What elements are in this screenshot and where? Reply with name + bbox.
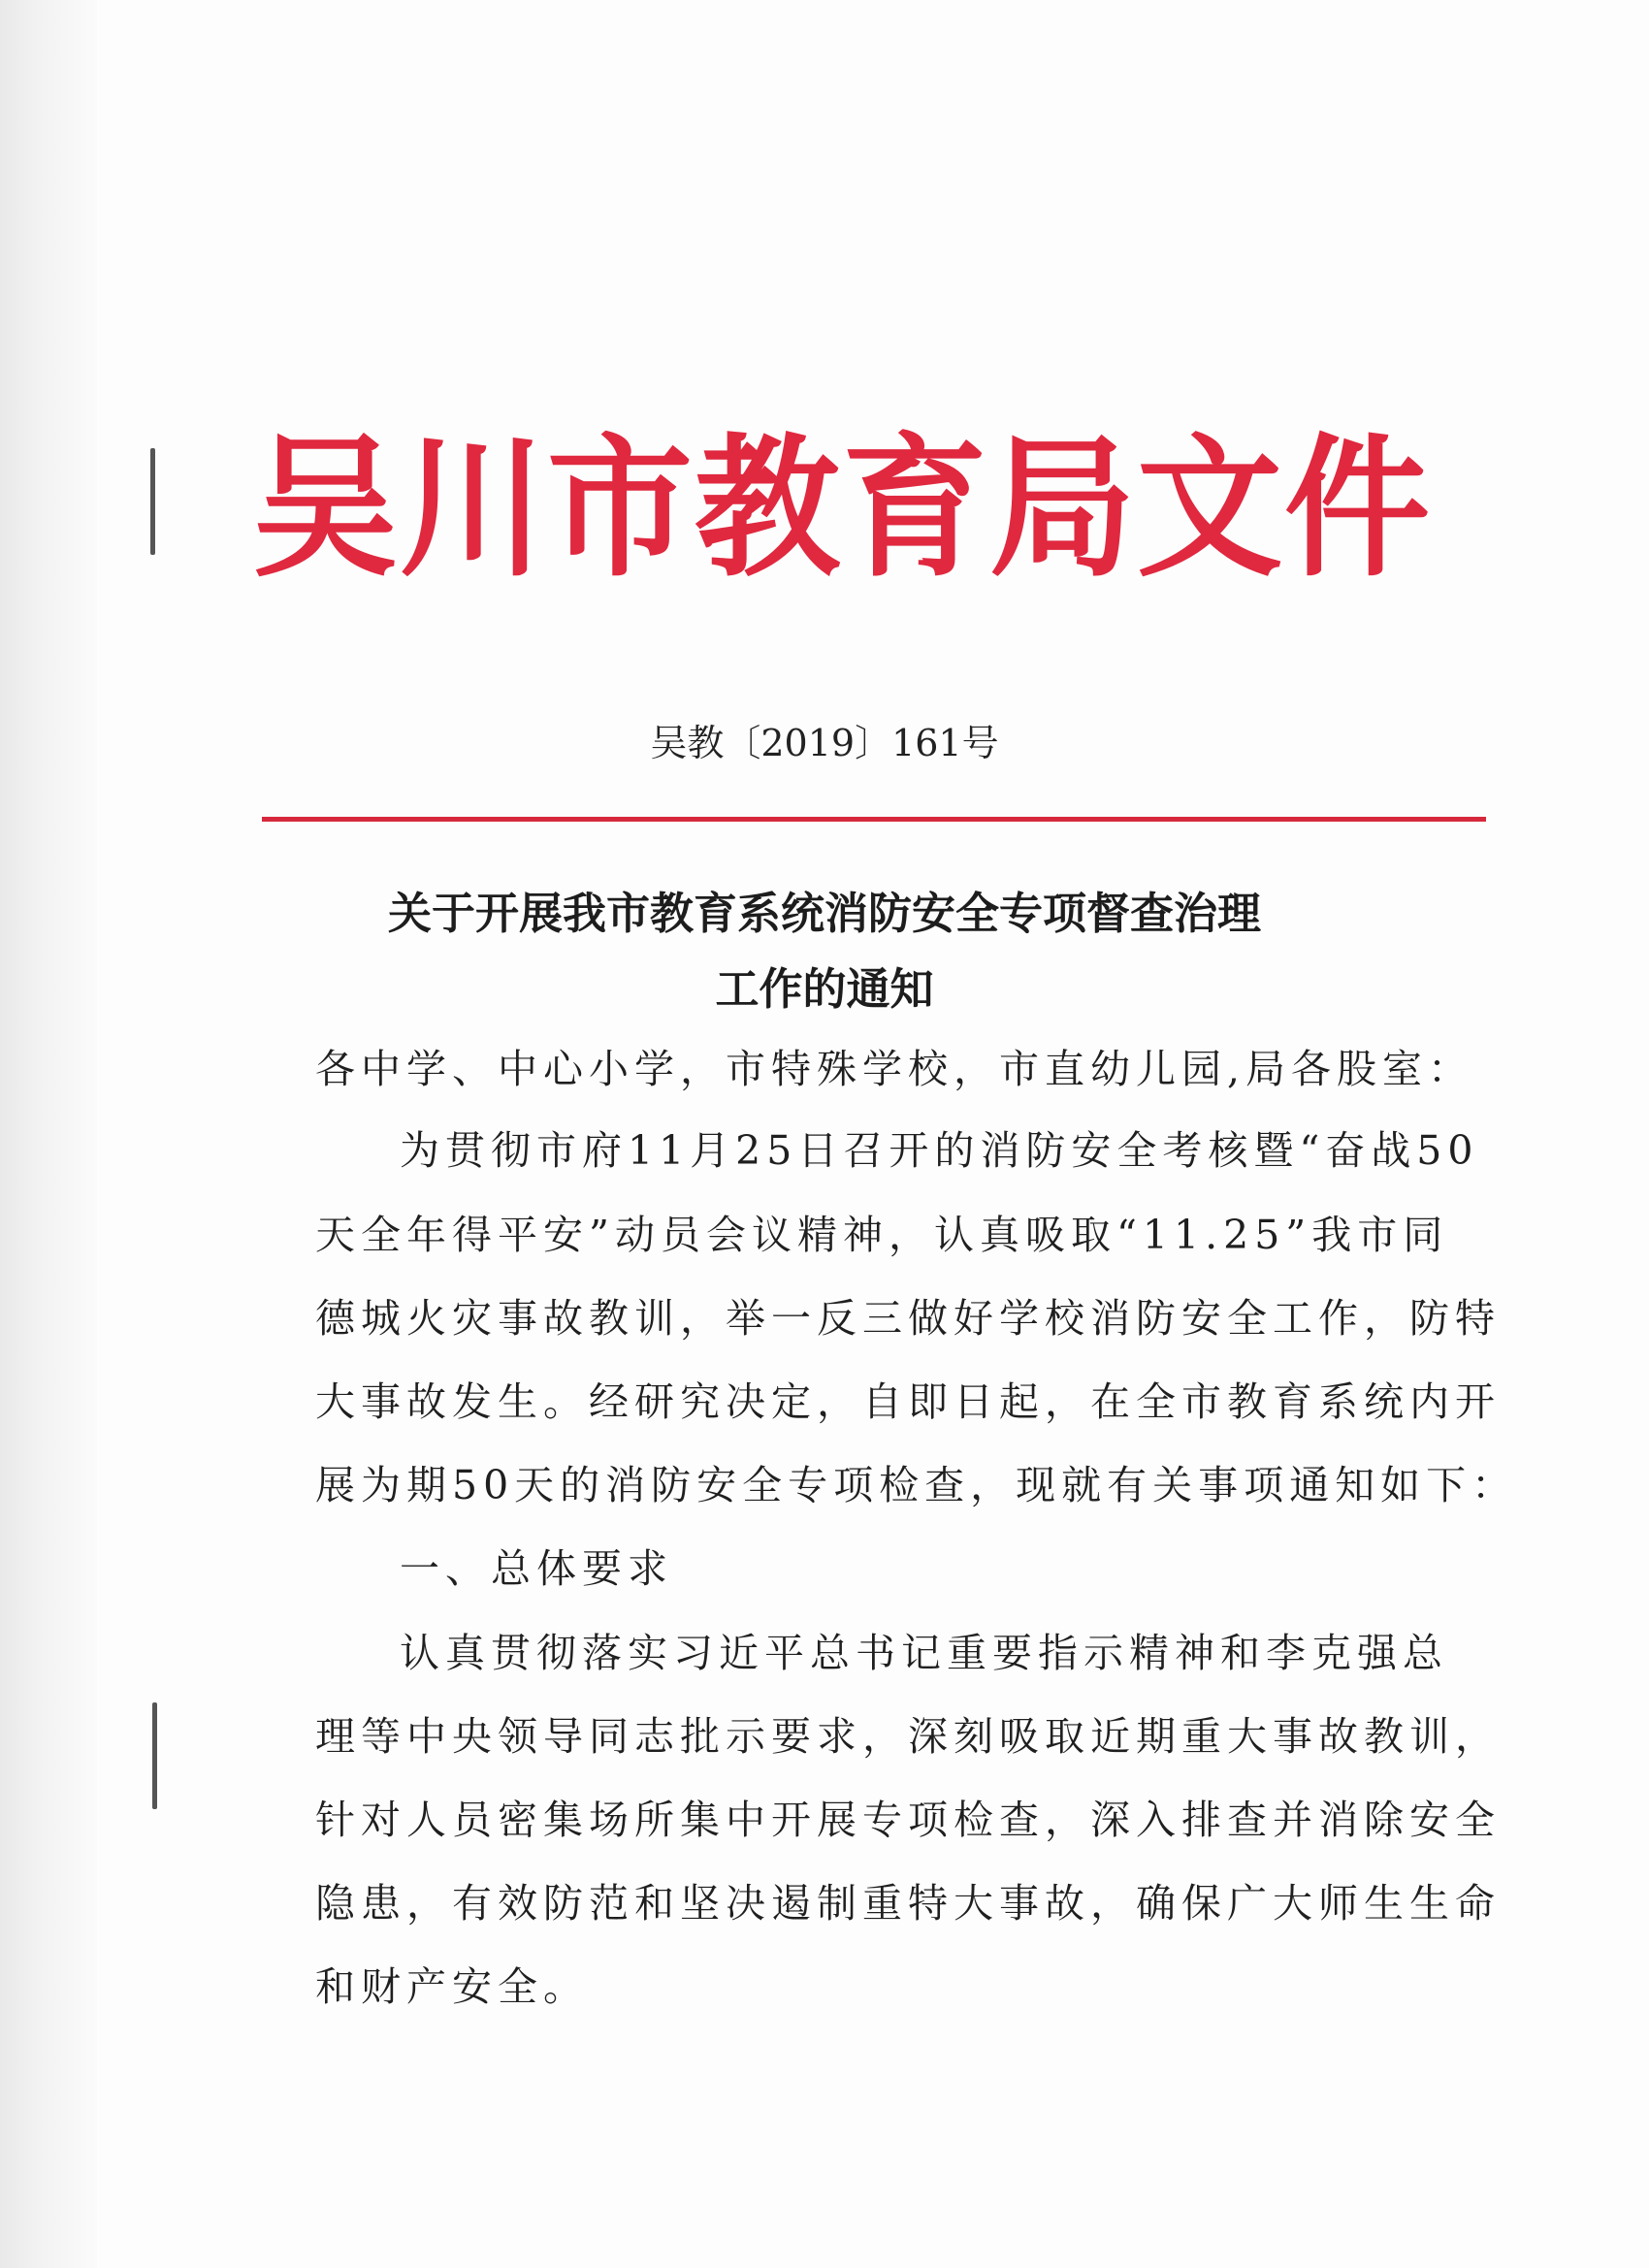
document-number: 吴教〔2019〕161号: [650, 722, 999, 764]
issuing-office-header: 吴川市教育局文件: [252, 420, 1433, 599]
notice-title-line-2: 工作的通知: [715, 963, 934, 1015]
paragraph-2-line: 针对人员密集场所集中开展专项检查，深入排查并消除安全: [315, 1797, 1501, 1843]
paragraph-1-line: 天全年得平安”动员会议精神，认真吸取“11.25”我市同: [315, 1212, 1449, 1258]
scan-edge-shadow: [0, 0, 97, 2268]
section-heading: 一、总体要求: [400, 1545, 673, 1592]
addressee-line: 各中学、中心小学，市特殊学校，市直幼儿园,局各股室：: [315, 1046, 1474, 1092]
paragraph-1-line: 展为期50天的消防安全专项检查，现就有关事项通知如下：: [315, 1462, 1518, 1508]
binding-staple-mark: [152, 1702, 157, 1809]
red-separator-line: [262, 817, 1486, 822]
binding-staple-mark: [150, 448, 155, 555]
paragraph-2-line: 理等中央领导同志批示要求，深刻吸取近期重大事故教训，: [315, 1713, 1501, 1760]
paragraph-1-line: 为贯彻市府11月25日召开的消防安全考核暨“奋战50: [400, 1127, 1479, 1174]
paragraph-2-line: 认真贯彻落实习近平总书记重要指示精神和李克强总: [400, 1630, 1448, 1676]
paragraph-2-line: 和财产安全。: [315, 1963, 589, 2010]
notice-title-line-1: 关于开展我市教育系统消防安全专项督查治理: [387, 888, 1261, 939]
paragraph-2-line: 隐患，有效防范和坚决遏制重特大事故，确保广大师生生命: [315, 1880, 1501, 1927]
paragraph-1-line: 德城火灾事故教训，举一反三做好学校消防安全工作，防特: [315, 1295, 1501, 1342]
paragraph-1-line: 大事故发生。经研究决定，自即日起，在全市教育系统内开: [315, 1378, 1501, 1425]
